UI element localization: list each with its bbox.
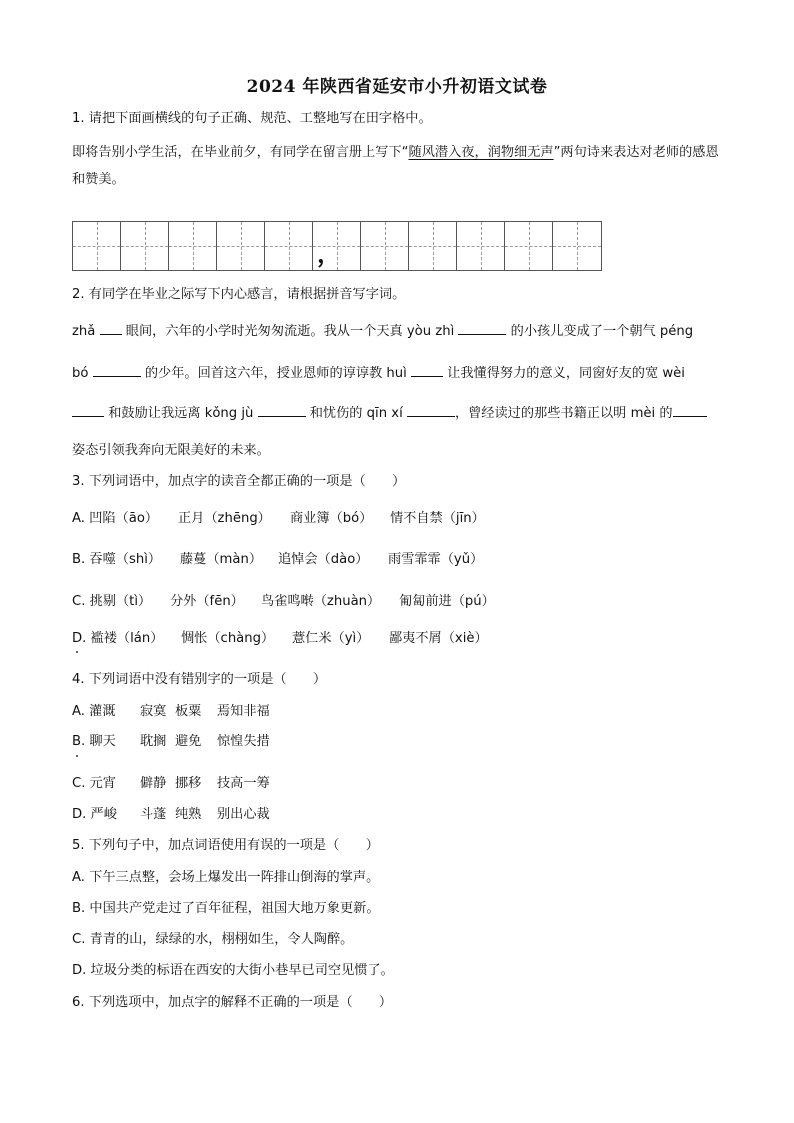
text: 的小孩儿变成了一个朝气 péng (506, 324, 694, 339)
q1-intro (72, 139, 724, 193)
option-word: 分外（fēn） (170, 594, 244, 609)
option-word: 耽搁 (140, 734, 167, 749)
text: 眼间，六年的小学时光匆匆流逝。我从一个天真 yòu zhì (121, 324, 459, 339)
q3-option-c[interactable] (72, 593, 495, 611)
q2-line-1 (72, 323, 693, 341)
grid-cell[interactable] (505, 222, 553, 270)
option-word: 情不自禁（jīn） (390, 511, 485, 526)
answer-blank[interactable] (100, 334, 122, 335)
option-word: 纯熟 (175, 807, 202, 822)
q3-option-d[interactable] (72, 630, 488, 648)
option-word: B. 吞噬（shì） (72, 552, 162, 567)
option-word: 正月（zhēng） (178, 511, 271, 526)
text: ，曾经读过的那些书籍正以明 mèi (454, 406, 660, 421)
exam-title: 2024 年陕西省延安市小升初语文试卷 (246, 77, 548, 97)
q6-prompt: 6. 下列选项中，加点字的解释不正确的一项是（ ） (72, 995, 393, 1010)
q5-option-d[interactable]: D. 垃圾分类的标语在西安的大街小巷早已司空见惯了。 (72, 963, 394, 978)
option-word: 避免 (175, 734, 202, 749)
text: 让我懂得努力的意义，同窗好友的宽 wèi (442, 366, 685, 381)
text: bó (72, 366, 93, 381)
answer-blank[interactable] (673, 416, 707, 417)
option-word: 鄙夷不屑（xiè） (389, 631, 488, 646)
answer-blank[interactable] (407, 416, 455, 417)
option-word: D. 严峻 (72, 807, 117, 822)
grid-comma: ， (317, 240, 341, 268)
grid-cell[interactable] (265, 222, 313, 270)
q5-option-c[interactable]: C. 青青的山，绿绿的水，栩栩如生，令人陶醉。 (72, 932, 354, 947)
text: 和忧伤的 qīn xí (305, 406, 407, 421)
q4-prompt: 4. 下列词语中没有错别字的一项是（ ） (72, 672, 327, 687)
option-word: D. 褴褛（lán） (72, 631, 164, 646)
grid-cell[interactable] (217, 222, 265, 270)
text: zhǎ (72, 324, 100, 339)
q1-prompt: 1. 请把下面画横线的句子正确、规范、工整地写在田字格中。 (72, 111, 432, 126)
answer-blank[interactable] (258, 416, 306, 417)
q4-option-c[interactable] (72, 775, 270, 793)
q4-option-b[interactable] (72, 733, 270, 751)
option-word: 寂寞 (140, 704, 167, 719)
q4-option-d[interactable] (72, 806, 270, 824)
option-word: 藤蔓（màn） (180, 552, 263, 567)
tianzige-grid[interactable] (72, 221, 602, 271)
grid-cell[interactable] (169, 222, 217, 270)
option-word: 惊惶失措 (217, 734, 270, 749)
grid-cell[interactable] (73, 222, 121, 270)
option-word: 僻静 (140, 776, 167, 791)
q2-line-3 (72, 405, 707, 423)
grid-cell[interactable] (553, 222, 601, 270)
answer-blank[interactable] (458, 334, 506, 335)
q3-option-b[interactable] (72, 551, 483, 569)
q3-prompt: 3. 下列词语中，加点字的读音全都正确的一项是（ ） (72, 474, 406, 489)
grid-cell[interactable] (361, 222, 409, 270)
text: 和鼓励让我远离 kǒng jù (104, 406, 258, 421)
q4-option-a[interactable] (72, 703, 270, 721)
q5-prompt: 5. 下列句子中，加点词语使用有误的一项是（ ） (72, 838, 379, 853)
q1-text-before: 即将告别小学生活，在毕业前夕，有同学在留言册上写下“ (72, 145, 409, 160)
answer-blank[interactable] (411, 376, 443, 377)
option-word: 别出心裁 (217, 807, 270, 822)
q2-prompt: 2. 有同学在毕业之际写下内心感言，请根据拼音写字词。 (72, 287, 406, 302)
text: 的少年。回首这六年，授业恩师的谆谆教 huì (140, 366, 411, 381)
grid-cell[interactable] (121, 222, 169, 270)
q2-line-2 (72, 365, 685, 383)
option-word: 挪移 (175, 776, 202, 791)
option-word: B. 聊天 (72, 734, 116, 749)
option-word: C. 挑剔（tì） (72, 594, 152, 609)
q5-option-b[interactable]: B. 中国共产党走过了百年征程，祖国大地万象更新。 (72, 901, 380, 916)
option-word: A. 凹陷（āo） (72, 511, 159, 526)
grid-cell[interactable] (409, 222, 457, 270)
q1-text-after: ”两句诗来表达对老师的感恩和赞美。 (72, 145, 719, 187)
option-word: 薏仁米（yì） (292, 631, 370, 646)
q1-underlined-poem: 随风潜入夜，润物细无声 (408, 145, 554, 160)
option-word: 焉知非福 (217, 704, 270, 719)
emphasis-dot (76, 651, 78, 653)
q2-line-4: 姿态引领我奔向无限美好的未来。 (72, 443, 270, 458)
option-word: 鸟雀鸣啭（zhuàn） (261, 594, 381, 609)
option-word: 技高一筹 (217, 776, 270, 791)
q3-option-a[interactable] (72, 510, 485, 528)
text: 的 (659, 406, 673, 421)
q5-option-a[interactable]: A. 下午三点整，会场上爆发出一阵排山倒海的掌声。 (72, 870, 380, 885)
option-word: 雨雪霏霏（yǔ） (388, 552, 484, 567)
option-word: C. 元宵 (72, 776, 116, 791)
option-word: 惆怅（chàng） (181, 631, 275, 646)
option-word: 商业簿（bó） (290, 511, 373, 526)
option-word: 匍匐前进（pú） (399, 594, 495, 609)
option-word: 斗蓬 (140, 807, 167, 822)
answer-blank[interactable] (72, 416, 104, 417)
grid-cell-comma[interactable] (313, 222, 361, 270)
answer-blank[interactable] (93, 376, 141, 377)
grid-cell[interactable] (457, 222, 505, 270)
option-word: 板粟 (175, 704, 202, 719)
option-word: A. 灌溉 (72, 704, 116, 719)
emphasis-dot (76, 755, 78, 757)
option-word: 追悼会（dào） (278, 552, 369, 567)
